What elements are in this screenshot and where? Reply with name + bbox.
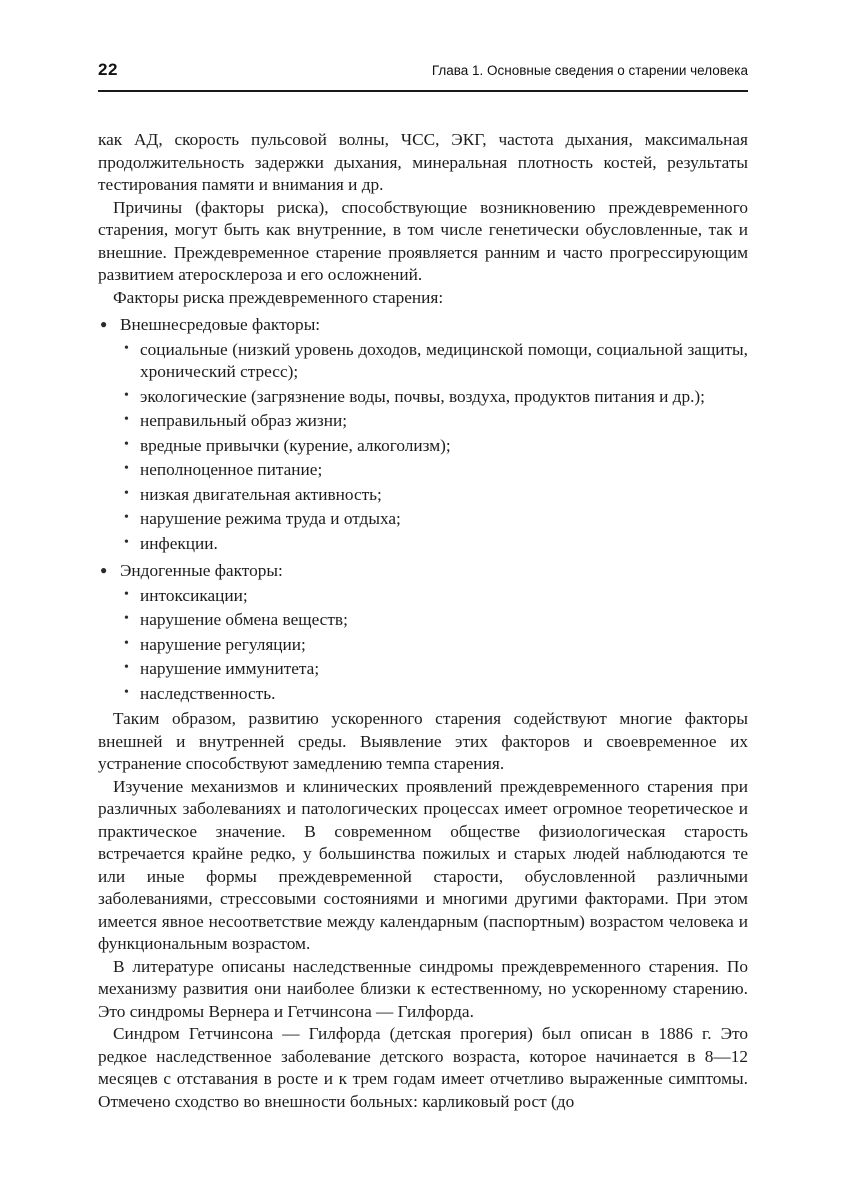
chapter-title: Глава 1. Основные сведения о старении человека <box>431 63 748 78</box>
list-item-text: неправильный образ жизни; <box>140 411 348 430</box>
list-item <box>98 609 748 632</box>
page-header <box>98 60 748 92</box>
bullet-icon: • <box>124 586 129 602</box>
list-item-text: нарушение иммунитета; <box>140 659 320 678</box>
paragraph-causes: Причины (факторы риска), способствующие возникновению преждевременного старения, могут быть как внутренние, в том числе генетически обусловленные, так и внешние. Преждевременное старение проявляется ранним и часто прогрессирующим развитием атеросклероза и его осложнений. <box>98 197 748 284</box>
list-group-title-text: Эндогенные факторы: <box>120 561 283 580</box>
list-item <box>98 339 748 384</box>
bullet-icon: • <box>124 534 129 550</box>
bullet-icon: ● <box>100 563 108 577</box>
bullet-icon: • <box>124 684 129 700</box>
list-item <box>98 410 748 433</box>
bullet-icon: • <box>124 485 129 501</box>
bullet-icon: • <box>124 660 129 675</box>
list-item-text: нарушение регуляции; <box>140 634 306 654</box>
list-item-text: социальные (низкий уровень доходов, медицинской помощи, социальной защиты, хронический стресс); <box>140 339 748 381</box>
list-item-text: вредные привычки (курение, алкоголизм); <box>140 435 451 455</box>
list-item-text: низкая двигательная активность; <box>140 484 382 504</box>
bullet-icon: • <box>124 387 129 403</box>
list-external-factors <box>98 314 748 555</box>
bullet-icon: • <box>124 412 129 427</box>
list-item-text: инфекции. <box>140 533 218 553</box>
list-item-text: нарушение обмена веществ; <box>140 610 348 629</box>
list-item <box>98 533 748 556</box>
bullet-icon: • <box>124 461 129 476</box>
paragraph-measures-continued: как АД, скорость пульсовой волны, ЧСС, ЭКГ, частота дыхания, максимальная продолжительность задержки дыхания, минеральная плотность костей, результаты тестирования памяти и внимания и др. <box>98 130 748 194</box>
list-group-title <box>98 314 748 337</box>
list-endogenous-factors <box>98 560 748 705</box>
list-item <box>98 435 748 458</box>
list-item <box>98 459 748 482</box>
list-group-title <box>98 560 748 583</box>
bullet-icon: • <box>124 635 129 651</box>
paragraph-hereditary-syndromes: В литературе описаны наследственные синдромы преждевременного старения. По механизму развития они наиболее близки к естественному, но ускоренному старению. Это синдромы Вернера и Гетчинсона — Гилфорда. <box>98 956 748 1021</box>
list-item <box>98 484 748 507</box>
list-item-text: интоксикации; <box>140 585 248 605</box>
bullet-icon: ● <box>100 317 108 331</box>
list-item <box>98 634 748 657</box>
list-item-text: нарушение режима труда и отдыха; <box>140 509 401 528</box>
list-item-text: наследственность. <box>140 683 276 703</box>
list-item <box>98 658 748 681</box>
page-number: 22 <box>98 60 118 79</box>
paragraph-study-significance: Изучение механизмов и клинических проявлений преждевременного старения при различных заболеваниях и патологических процессах имеет огромное теоретическое и практическое значение. В современном обществе физиологическая старость встречается крайне редко, у большинства пожилых и старых людей наблюдаются те или иные формы преждевременной старости, обусловленной различными заболеваниями, стрессовыми состояниями и многими другими факторами. При этом имеется явное несоответствие между календарным (паспортным) возрастом человека и функциональным возрастом. <box>98 776 748 953</box>
bullet-icon: • <box>124 340 129 356</box>
list-item <box>98 585 748 608</box>
bullet-icon: • <box>124 611 129 626</box>
paragraph-hutchinson-gilford: Синдром Гетчинсона — Гилфорда (детская прогерия) был описан в 1886 г. Это редкое наследственное заболевание детского возраста, которое начинается в 8—12 месяцев с отставания в росте и к трем годам имеет отчетливо выраженные симптомы. Отмечено сходство во внешности больных: карликовый рост (до <box>98 1024 748 1111</box>
list-item <box>98 683 748 706</box>
list-item <box>98 508 748 531</box>
list-item-text: экологические (загрязнение воды, почвы, воздуха, продуктов питания и др.); <box>140 386 705 406</box>
list-item-text: неполноценное питание; <box>140 460 323 479</box>
page-content <box>98 129 748 1113</box>
bullet-icon: • <box>124 436 129 452</box>
paragraph-risk-factors-intro: Факторы риска преждевременного старения: <box>113 287 444 307</box>
bullet-icon: • <box>124 510 129 525</box>
list-group-title-text: Внешнесредовые факторы: <box>120 315 321 334</box>
paragraph-conclusion: Таким образом, развитию ускоренного старения содействуют многие факторы внешней и внутренней среды. Выявление этих факторов и своевременное их устранение способствуют замедлению темпа старения. <box>98 709 748 773</box>
list-item <box>98 386 748 409</box>
